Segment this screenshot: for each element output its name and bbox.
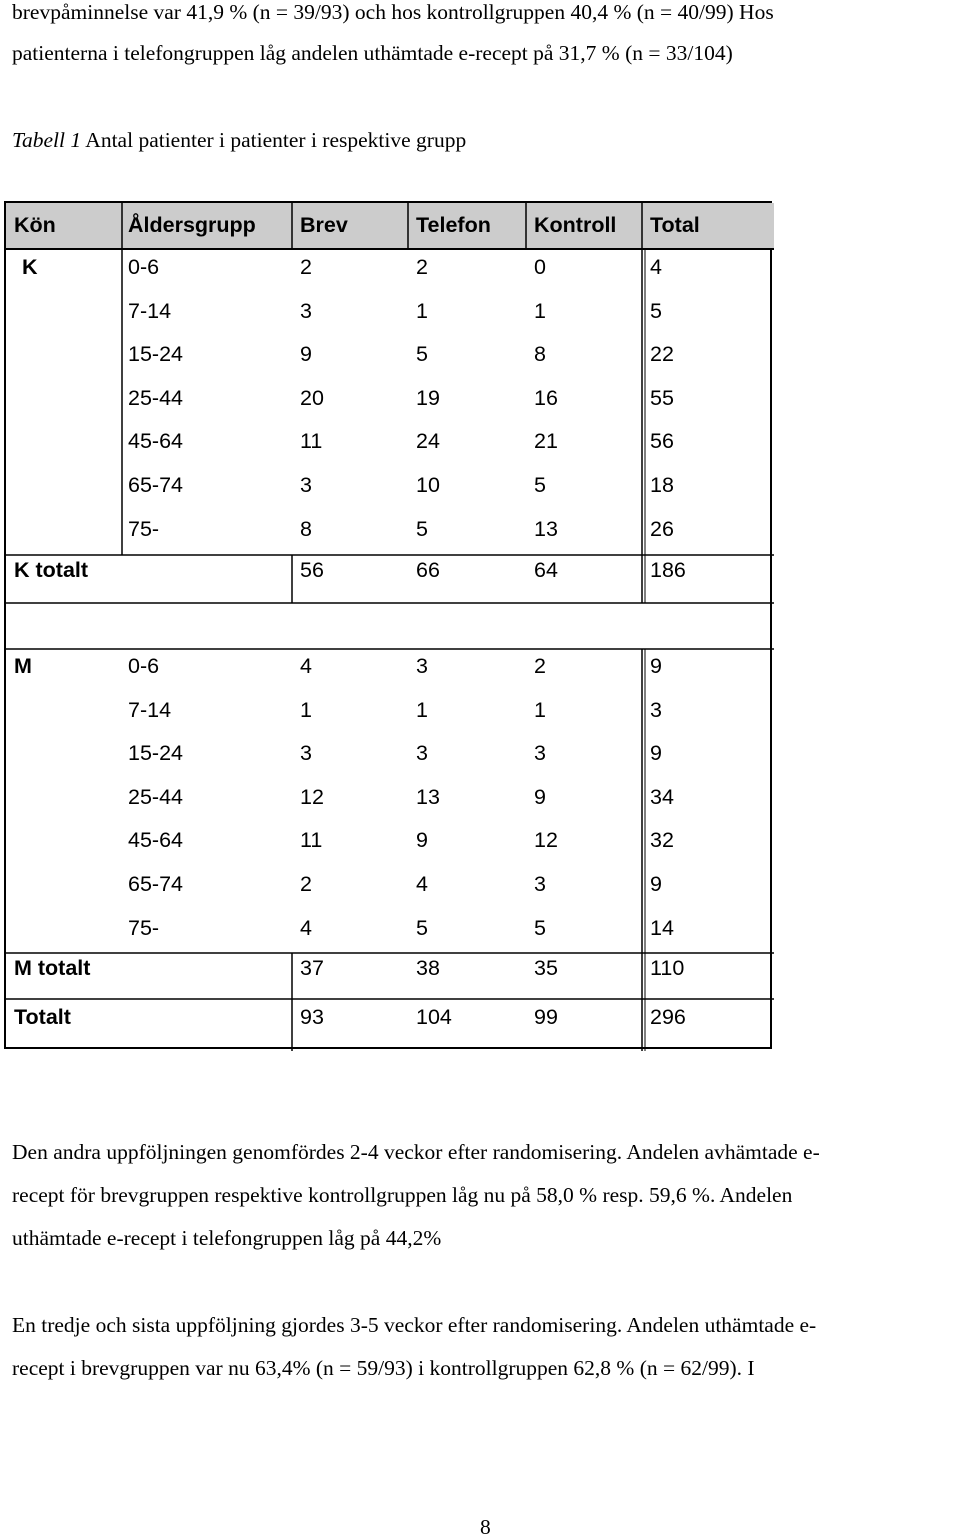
count-cell: 9 (534, 784, 546, 809)
count-cell: 5 (534, 473, 546, 497)
grand-total-cell: 93 (300, 1005, 324, 1029)
count-cell: 2 (300, 255, 312, 279)
count-cell: 3 (534, 872, 546, 896)
count-cell: 1 (534, 697, 546, 722)
sex-label: K (22, 255, 38, 279)
count-cell: 4 (300, 654, 312, 678)
count-cell: 5 (416, 915, 428, 940)
count-cell: 4 (650, 255, 662, 279)
count-cell: 0 (534, 255, 546, 279)
count-cell: 5 (534, 915, 546, 940)
count-cell: 26 (650, 516, 674, 541)
age-group-cell: 0-6 (128, 255, 160, 279)
count-cell: 8 (534, 342, 546, 367)
count-cell: 9 (300, 342, 312, 367)
paragraph-2-line-3: uthämtade e-recept i telefongruppen låg på 44,2% (12, 1226, 442, 1250)
count-cell: 9 (650, 872, 662, 896)
age-group-cell: 15-24 (128, 741, 183, 766)
age-group-cell: 65-74 (128, 473, 183, 497)
count-cell: 1 (300, 697, 312, 722)
count-cell: 4 (416, 872, 428, 896)
count-cell: 5 (416, 342, 428, 367)
paragraph-top-line-1: brevpåminnelse var 41,9 % (n = 39/93) och hos kontrollgruppen 40,4 % (n = 40/99) Hos (12, 0, 774, 24)
count-cell: 10 (416, 473, 440, 497)
count-cell: 12 (300, 784, 324, 809)
paragraph-2-line-1: Den andra uppföljningen genomfördes 2-4 veckor efter randomisering. Andelen avhämtade e- (12, 1140, 820, 1164)
column-header: Brev (300, 213, 348, 237)
age-group-cell: 65-74 (128, 872, 183, 896)
age-group-cell: 15-24 (128, 342, 183, 367)
count-cell: 3 (416, 741, 428, 766)
paragraph-top-line-2: patienterna i telefongruppen låg andelen uthämtade e-recept på 31,7 % (n = 33/104) (12, 41, 733, 65)
age-group-cell: 0-6 (128, 654, 160, 678)
count-cell: 3 (534, 741, 546, 766)
count-cell: 20 (300, 385, 324, 410)
count-cell: 56 (650, 429, 674, 454)
age-group-cell: 7-14 (128, 298, 172, 323)
column-header: Telefon (416, 213, 491, 237)
column-header: Total (650, 213, 700, 237)
column-header: Åldersgrupp (128, 213, 256, 237)
count-cell: 55 (650, 385, 674, 410)
column-header: Kön (14, 213, 56, 237)
count-cell: 5 (416, 516, 428, 541)
count-cell: 11 (300, 828, 323, 853)
subtotal-label: M totalt (14, 956, 91, 980)
column-header: Kontroll (534, 213, 617, 237)
count-cell: 24 (416, 429, 440, 454)
grand-total-cell: 296 (650, 1005, 686, 1029)
count-cell: 2 (534, 654, 546, 678)
count-cell: 3 (300, 298, 312, 323)
count-cell: 9 (650, 654, 662, 678)
subtotal-cell: 37 (300, 956, 324, 980)
count-cell: 34 (650, 784, 674, 809)
age-group-cell: 25-44 (128, 385, 183, 410)
count-cell: 3 (650, 697, 662, 722)
grand-total-cell: 99 (534, 1005, 558, 1029)
count-cell: 9 (416, 828, 428, 853)
age-group-cell: 7-14 (128, 697, 172, 722)
count-cell: 1 (534, 298, 546, 323)
count-cell: 13 (534, 516, 558, 541)
subtotal-cell: 66 (416, 558, 440, 582)
count-cell: 9 (650, 741, 662, 766)
count-cell: 2 (416, 255, 428, 279)
grand-total-cell: 104 (416, 1005, 452, 1029)
count-cell: 21 (534, 429, 558, 454)
subtotal-label: K totalt (14, 558, 89, 582)
count-cell: 19 (416, 385, 440, 410)
sex-label: M (14, 654, 32, 678)
count-cell: 16 (534, 385, 558, 410)
paragraph-3-line-2: recept i brevgruppen var nu 63,4% (n = 59/93) i kontrollgruppen 62,8 % (n = 62/99). I (12, 1356, 755, 1380)
subtotal-cell: 186 (650, 558, 686, 582)
count-cell: 3 (416, 654, 428, 678)
count-cell: 3 (300, 741, 312, 766)
count-cell: 1 (416, 298, 428, 323)
count-cell: 18 (650, 473, 674, 497)
subtotal-cell: 110 (650, 956, 685, 980)
count-cell: 22 (650, 342, 674, 367)
table-caption (12, 128, 466, 153)
count-cell: 8 (300, 516, 312, 541)
age-group-cell: 45-64 (128, 429, 183, 454)
count-cell: 32 (650, 828, 674, 853)
count-cell: 1 (416, 697, 428, 722)
page-number: 8 (480, 1515, 491, 1539)
count-cell: 14 (650, 915, 674, 940)
age-group-cell: 75- (128, 516, 160, 541)
subtotal-cell: 35 (534, 956, 558, 980)
age-group-cell: 25-44 (128, 784, 183, 809)
count-cell: 11 (300, 429, 323, 454)
age-group-cell: 75- (128, 915, 160, 940)
grand-total-label: Totalt (14, 1005, 71, 1029)
count-cell: 2 (300, 872, 312, 896)
age-group-cell: 45-64 (128, 828, 183, 853)
count-cell: 3 (300, 473, 312, 497)
count-cell: 13 (416, 784, 440, 809)
paragraph-2-line-2: recept för brevgruppen respektive kontrollgruppen låg nu på 58,0 % resp. 59,6 %. Andelen (12, 1183, 793, 1207)
subtotal-cell: 64 (534, 558, 558, 582)
table-caption-text: Antal patienter i patienter i respektive grupp (81, 128, 467, 152)
count-cell: 5 (650, 298, 662, 323)
table-caption-label: Tabell 1 (12, 128, 82, 152)
paragraph-3-line-1: En tredje och sista uppföljning gjordes 3-5 veckor efter randomisering. Andelen uthämtade e- (12, 1313, 817, 1337)
patient-table (4, 201, 772, 1049)
subtotal-cell: 38 (416, 956, 440, 980)
count-cell: 12 (534, 828, 558, 853)
subtotal-cell: 56 (300, 558, 324, 582)
count-cell: 4 (300, 915, 312, 940)
